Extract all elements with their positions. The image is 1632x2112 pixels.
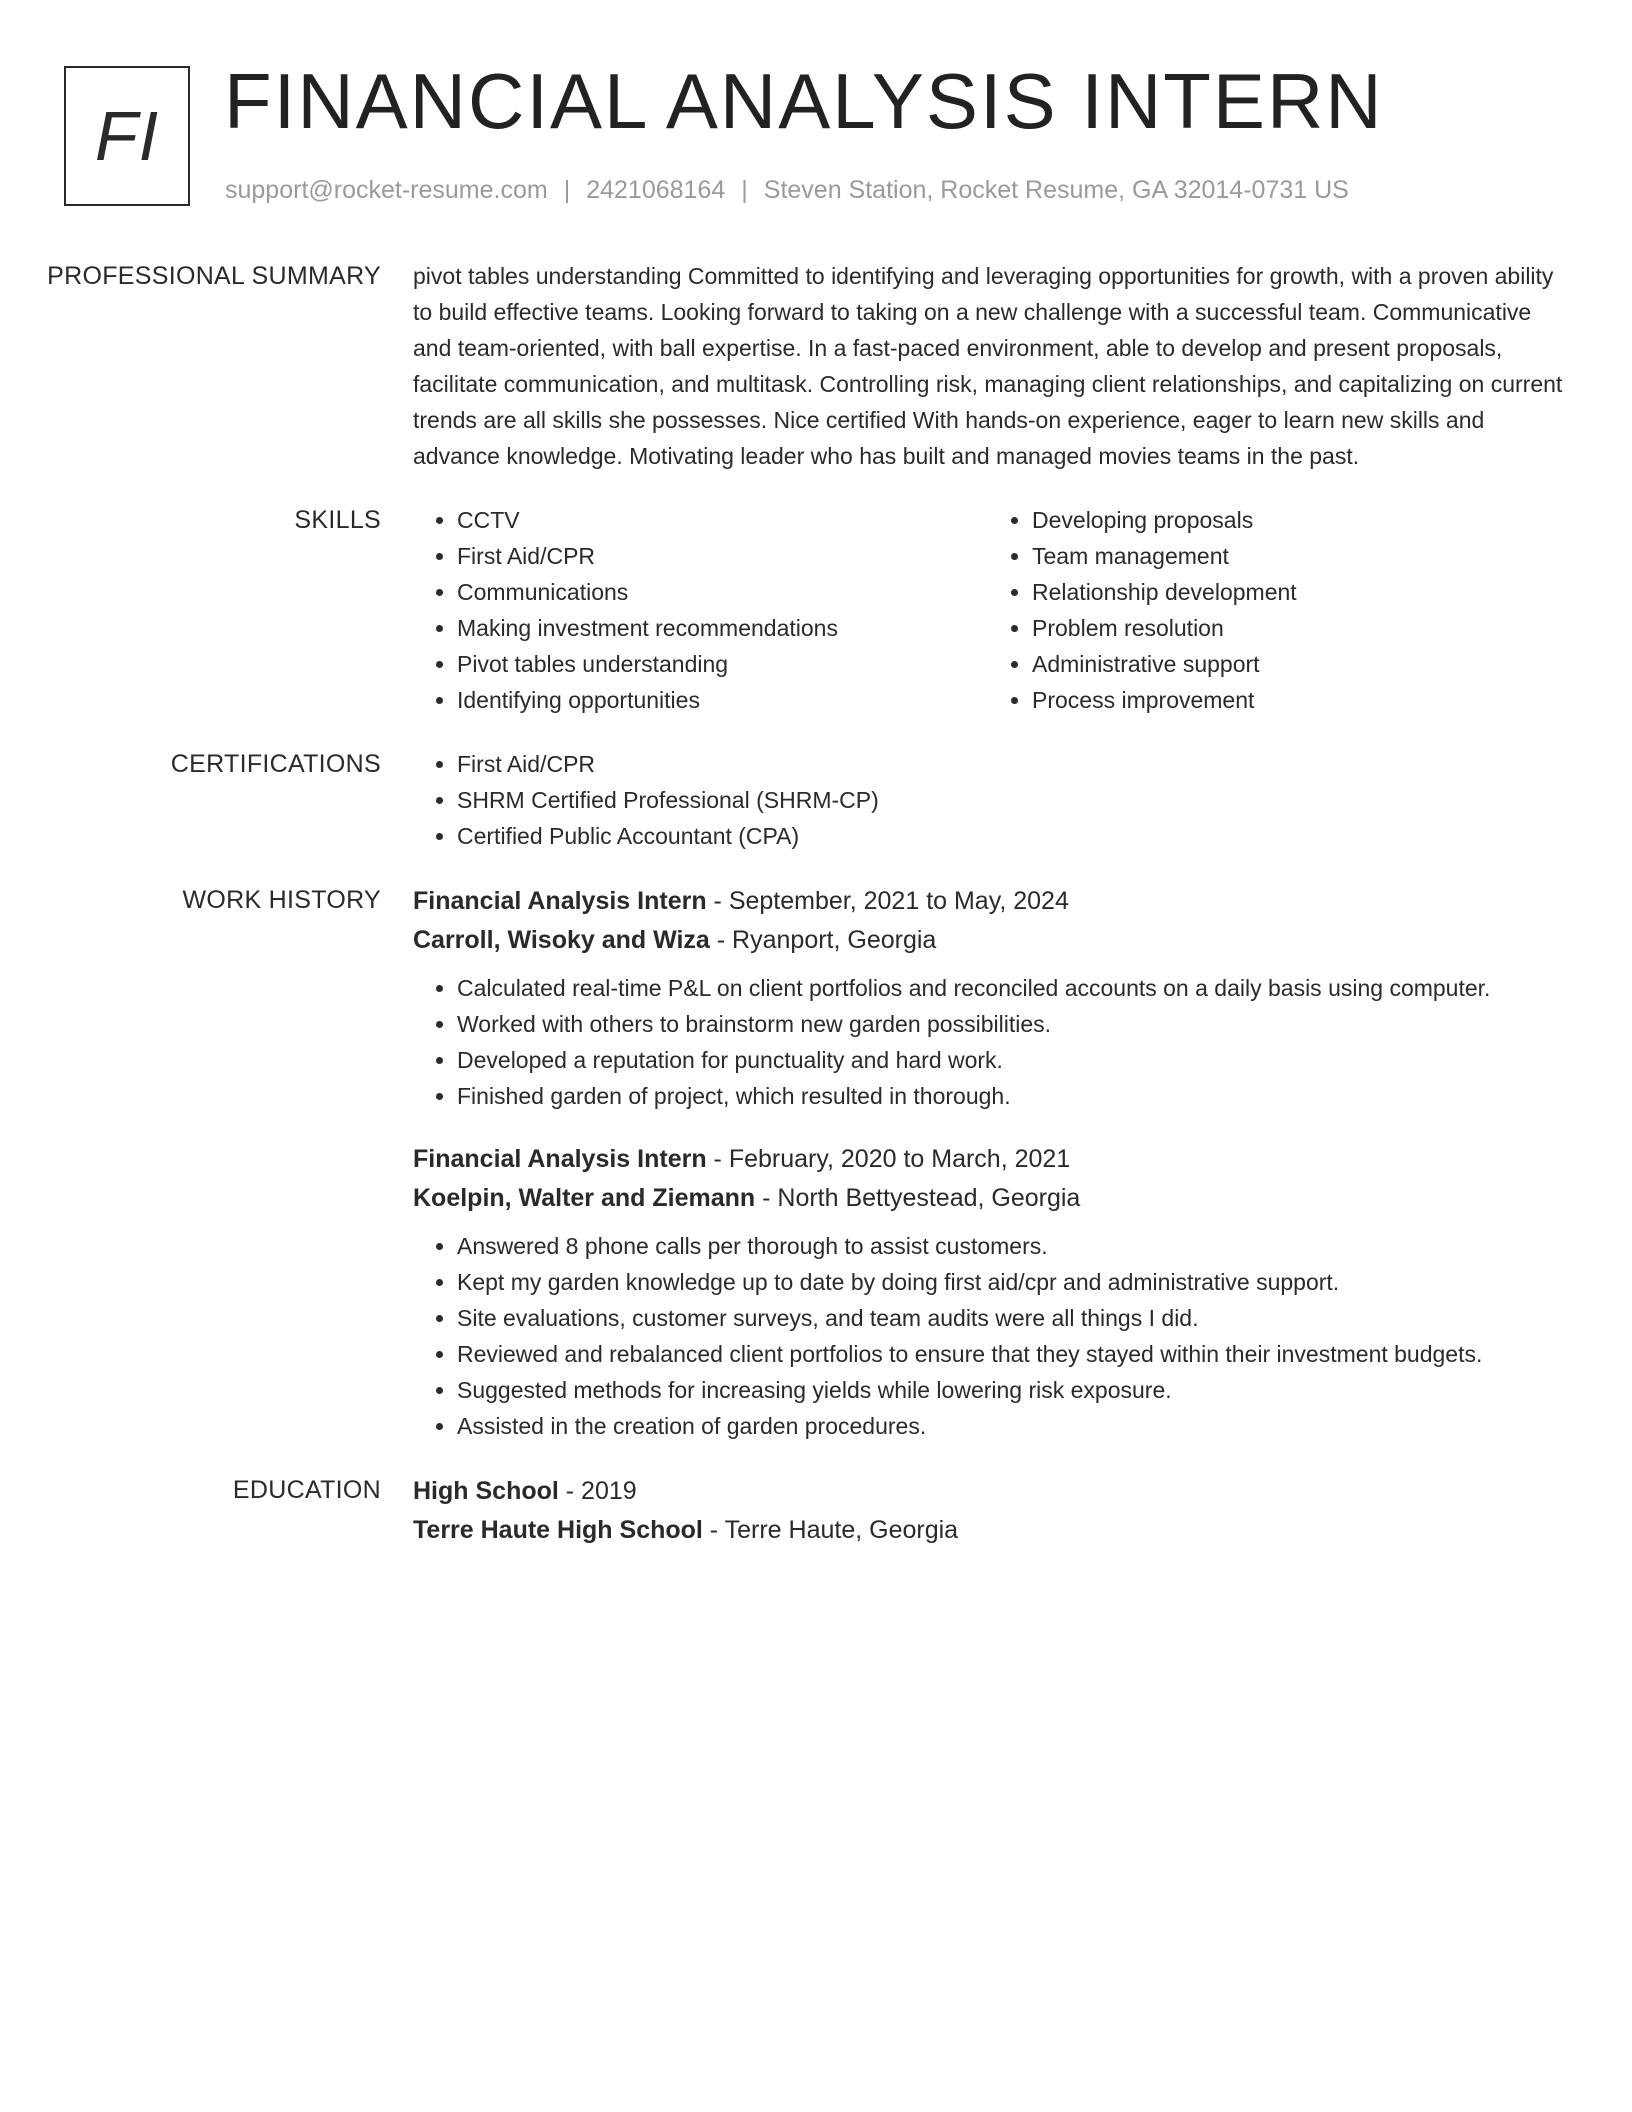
job-dates: - February, 2020 to March, 2021 [706, 1145, 1071, 1173]
education-school: Terre Haute High School [413, 1516, 703, 1544]
job-dates: - September, 2021 to May, 2024 [706, 887, 1069, 915]
section-heading: WORK HISTORY [182, 886, 381, 914]
contact-phone: 2421068164 [586, 176, 726, 204]
job-duty: • Assisted in the creation of garden procedures. [457, 1408, 1563, 1444]
job-duty: • Reviewed and rebalanced client portfolios to ensure that they stayed within their investment budgets. [457, 1336, 1563, 1372]
job-location: - North Bettyestead, Georgia [755, 1184, 1081, 1212]
certifications-body [413, 746, 1563, 854]
work-history-body [413, 882, 1563, 1444]
skill-item: • Communications [457, 574, 988, 610]
section-heading: SKILLS [294, 506, 381, 534]
job-duties-list [413, 970, 1563, 1114]
job-duty: • Calculated real-time P&L on client portfolios and reconciled accounts on a daily basis using computer. [457, 970, 1563, 1006]
monogram-logo [64, 66, 190, 206]
contact-separator: | [563, 176, 571, 204]
job-entry [413, 1140, 1563, 1444]
education-section [0, 1472, 1632, 1550]
skill-item: • Developing proposals [1032, 502, 1563, 538]
resume-title: FINANCIAL ANALYSIS INTERN [224, 57, 1384, 145]
skill-item: • Pivot tables understanding [457, 646, 988, 682]
work-history-section [0, 882, 1632, 1444]
monogram-text: FI [94, 97, 160, 175]
summary-section [0, 258, 1632, 474]
contact-line [225, 174, 1349, 206]
job-duties-list [413, 1228, 1563, 1444]
summary-body [413, 258, 1563, 474]
certification-item: • Certified Public Accountant (CPA) [457, 818, 1563, 854]
contact-separator: | [741, 176, 748, 204]
job-title: Financial Analysis Intern [413, 1145, 707, 1173]
section-heading: EDUCATION [232, 1476, 381, 1504]
certification-item: • SHRM Certified Professional (SHRM-CP) [457, 782, 1563, 818]
job-company: Koelpin, Walter and Ziemann [413, 1184, 756, 1212]
education-location: - Terre Haute, Georgia [702, 1516, 959, 1544]
job-duty: • Suggested methods for increasing yields while lowering risk exposure. [457, 1372, 1563, 1408]
contact-email: support@rocket-resume.com [225, 176, 548, 204]
job-title: Financial Analysis Intern [413, 887, 707, 915]
contact-address: Steven Station, Rocket Resume, GA 32014-0731 US [763, 176, 1349, 204]
certifications-section [0, 746, 1632, 854]
job-title-line [413, 1140, 1563, 1179]
skill-item: • Making investment recommendations [457, 610, 988, 646]
job-duty: • Answered 8 phone calls per thorough to assist customers. [457, 1228, 1563, 1264]
skill-item: • Problem resolution [1032, 610, 1563, 646]
skill-item: • Team management [1032, 538, 1563, 574]
job-duty: • Kept my garden knowledge up to date by doing first aid/cpr and administrative support. [457, 1264, 1563, 1300]
skill-item: • Process improvement [1032, 682, 1563, 718]
summary-text: pivot tables understanding Committed to identifying and leveraging opportunities for growth, with a proven ability to build effective teams. Looking forward to taking on a new challenge with a successful team. Communicative and team-oriented, with ball expertise. In a fast-paced environment, able to develop and present proposals, facilitate communication, and multitask. Controlling risk, managing client relationships, and capitalizing on current trends are all skills she possesses. Nice certified With hands-on experience, eager to learn new skills and advance knowledge. Motivating leader who has built and managed movies teams in the past. [413, 263, 1563, 469]
skill-item: • First Aid/CPR [457, 538, 988, 574]
job-entry [413, 882, 1563, 1114]
skills-section [0, 502, 1632, 718]
certifications-list [413, 746, 1563, 854]
skill-item: • Relationship development [1032, 574, 1563, 610]
skill-item: • Identifying opportunities [457, 682, 988, 718]
job-title-line [413, 882, 1563, 921]
certification-item: • First Aid/CPR [457, 746, 1563, 782]
section-heading: CERTIFICATIONS [170, 750, 381, 778]
job-company-line [413, 1179, 1563, 1218]
section-heading: PROFESSIONAL SUMMARY [47, 262, 381, 290]
education-degree-line [413, 1472, 1563, 1511]
skills-list-right [988, 502, 1563, 718]
education-degree: High School [413, 1477, 559, 1505]
resume-body [0, 258, 1632, 1578]
education-year: - 2019 [558, 1477, 637, 1505]
job-duty: • Worked with others to brainstorm new garden possibilities. [457, 1006, 1563, 1042]
job-company: Carroll, Wisoky and Wiza [413, 926, 710, 954]
job-duty: • Developed a reputation for punctuality and hard work. [457, 1042, 1563, 1078]
skill-item: • CCTV [457, 502, 988, 538]
job-duty: • Finished garden of project, which resulted in thorough. [457, 1078, 1563, 1114]
skills-list-left [413, 502, 988, 718]
education-school-line [413, 1511, 1563, 1550]
skills-grid [413, 502, 1563, 718]
job-location: - Ryanport, Georgia [709, 926, 937, 954]
skill-item: • Administrative support [1032, 646, 1563, 682]
job-company-line [413, 921, 1563, 960]
job-duty: • Site evaluations, customer surveys, and team audits were all things I did. [457, 1300, 1563, 1336]
education-body [413, 1472, 1563, 1550]
